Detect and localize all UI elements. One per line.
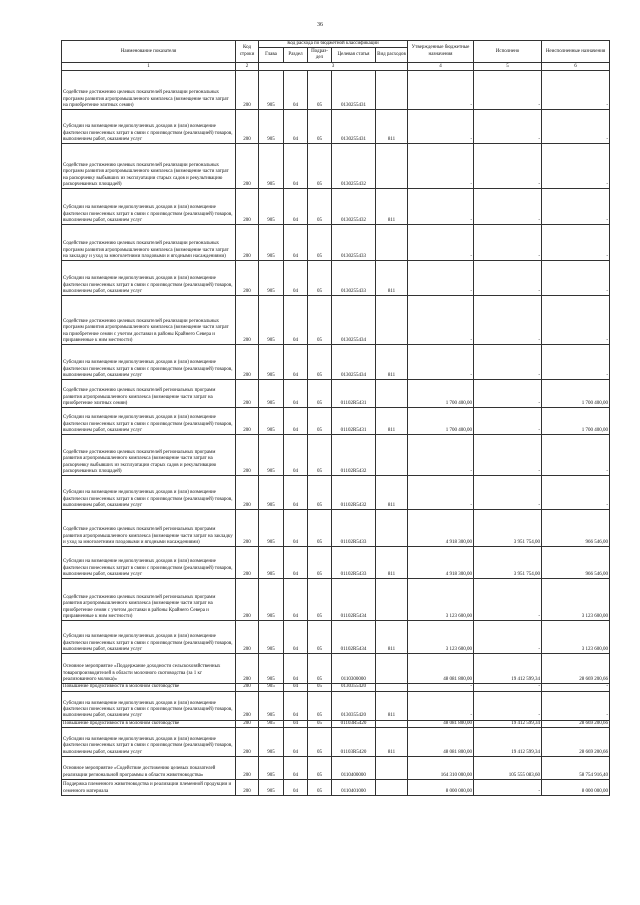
row-unexecuted-amount: - [542,691,610,720]
row-name: Субсидии на возмещение недополученных доходов и (или) возмещение фактически понесенных затрат в связи с производством (реализацией) товаров, выполнением работ, оказанием услуг [62,691,236,720]
row-podrazdel: 05 [308,720,332,727]
row-razdel: 04 [284,579,308,621]
row-podrazdel: 05 [308,780,332,796]
row-approved-amount: - [408,296,474,345]
row-line-code: 200 [236,476,259,510]
row-name: Повышение продуктивности в молочном скотоводстве [62,684,236,691]
row-line-code: 200 [236,684,259,691]
row-name: Повышение продуктивности в молочном скотоводстве [62,720,236,727]
row-name: Основное мероприятие «Содействие достижению целевых показателей реализации региональной программы в области животноводства» [62,757,236,780]
column-number: 4 [408,63,474,71]
row-razdel: 04 [284,691,308,720]
row-glava: 905 [259,225,284,261]
row-target-article: 0110401000 [332,780,376,796]
row-expense-type [376,654,408,684]
row-executed-amount: - [474,684,542,691]
row-podrazdel: 05 [308,345,332,380]
row-line-code: 200 [236,547,259,579]
row-podrazdel: 05 [308,296,332,345]
row-unexecuted-amount: - [542,684,610,691]
row-executed-amount: - [474,579,542,621]
row-podrazdel: 05 [308,684,332,691]
row-executed-amount: 3 951 754,00 [474,547,542,579]
row-target-article: 01102R5432 [332,476,376,510]
row-podrazdel: 05 [308,71,332,110]
row-expense-type: 811 [376,110,408,144]
row-glava: 905 [259,408,284,435]
row-target-article: 0130255434 [332,296,376,345]
row-razdel: 04 [284,757,308,780]
row-target-article: 0130255432 [332,189,376,225]
row-unexecuted-amount: 1 700 400,00 [542,408,610,435]
row-expense-type: 811 [376,261,408,296]
row-expense-type [376,780,408,796]
row-podrazdel: 05 [308,621,332,654]
row-unexecuted-amount: 8 000 000,00 [542,780,610,796]
row-glava: 905 [259,728,284,757]
row-executed-amount: - [474,110,542,144]
row-approved-amount: 48 081 800,00 [408,728,474,757]
row-target-article: 01102R5433 [332,510,376,547]
row-expense-type [376,380,408,408]
header-unexecuted: Неисполненные назначения [542,41,610,63]
row-target-article: 0130255431 [332,71,376,110]
row-razdel: 04 [284,654,308,684]
row-unexecuted-amount: - [542,345,610,380]
row-target-article: 0130255433 [332,225,376,261]
table-row [62,476,610,510]
row-target-article: 0130255431 [332,110,376,144]
row-line-code: 200 [236,296,259,345]
row-approved-amount: 1 700 400,00 [408,380,474,408]
row-podrazdel: 05 [308,144,332,189]
header-target: Целевая статья [332,48,376,63]
row-name: Содействие достижению целевых показателей реализации региональных программ развития агропромышленного комплекса (возмещение части затрат на приобретение семян с учетом доставки в районы Крайнего Севера и приравненные к ним местности) [62,296,236,345]
table-row [62,579,610,621]
row-expense-type: 811 [376,408,408,435]
table-body [62,71,610,796]
row-podrazdel: 05 [308,757,332,780]
row-podrazdel: 05 [308,579,332,621]
row-executed-amount: - [474,380,542,408]
row-unexecuted-amount: - [542,435,610,476]
row-name: Поддержка племенного животноводства и реализации племенной продукции и семенного материала [62,780,236,796]
row-approved-amount: - [408,110,474,144]
row-glava: 905 [259,780,284,796]
row-executed-amount: - [474,144,542,189]
row-line-code: 200 [236,110,259,144]
row-name: Субсидии на возмещение недополученных доходов и (или) возмещение фактически понесенных затрат в связи с производством (реализацией) товаров, выполнением работ, оказанием услуг [62,345,236,380]
row-razdel: 04 [284,225,308,261]
row-unexecuted-amount: 28 669 200,66 [542,654,610,684]
row-glava: 905 [259,110,284,144]
row-unexecuted-amount: 966 546,00 [542,547,610,579]
row-razdel: 04 [284,71,308,110]
header-podrazdel: Подраз-дел [308,48,332,63]
row-glava: 905 [259,380,284,408]
row-glava: 905 [259,261,284,296]
page-number: 36 [317,22,323,28]
row-podrazdel: 05 [308,261,332,296]
row-glava: 905 [259,296,284,345]
row-line-code: 200 [236,780,259,796]
row-name: Субсидии на возмещение недополученных доходов и (или) возмещение фактически понесенных затрат в связи с производством (реализацией) товаров, выполнением работ, оказанием услуг [62,547,236,579]
row-approved-amount: - [408,691,474,720]
row-line-code: 200 [236,380,259,408]
row-expense-type [376,510,408,547]
row-name: Содействие достижению целевых показателей региональных программ развития агропромышленного комплекса (возмещение части затрат на приобретение семян с учетом доставки в районы Крайнего Севера и приравненные к ним местности) [62,579,236,621]
row-approved-amount: - [408,71,474,110]
row-target-article: 01102R5434 [332,579,376,621]
row-glava: 905 [259,435,284,476]
row-expense-type [376,435,408,476]
row-unexecuted-amount: - [542,144,610,189]
row-target-article: 0110400000 [332,757,376,780]
row-name: Субсидии на возмещение недополученных доходов и (или) возмещение фактически понесенных затрат в связи с производством (реализацией) товаров, выполнением работ, оказанием услуг [62,728,236,757]
row-glava: 905 [259,547,284,579]
table-row [62,510,610,547]
row-name: Содействие достижению целевых показателей региональных программ развития агропромышленного комплекса (возмещение части затрат на закладку и уход за многолетними плодовыми и ягодными насаждениями) [62,510,236,547]
row-expense-type [376,296,408,345]
row-podrazdel: 05 [308,189,332,225]
row-target-article: 0130355420 [332,684,376,691]
row-line-code: 200 [236,757,259,780]
table-row [62,189,610,225]
row-approved-amount: 4 918 300,00 [408,547,474,579]
row-approved-amount: 3 123 600,00 [408,579,474,621]
table-row [62,547,610,579]
row-expense-type: 811 [376,189,408,225]
row-line-code: 200 [236,691,259,720]
table-row [62,408,610,435]
row-podrazdel: 05 [308,728,332,757]
table-row [62,144,610,189]
row-podrazdel: 05 [308,654,332,684]
column-number: 5 [474,63,542,71]
row-razdel: 04 [284,621,308,654]
row-line-code: 200 [236,225,259,261]
row-glava: 905 [259,684,284,691]
row-razdel: 04 [284,345,308,380]
row-target-article: 01102R5431 [332,408,376,435]
row-glava: 905 [259,579,284,621]
row-line-code: 200 [236,621,259,654]
row-glava: 905 [259,510,284,547]
header-expense-type: Вид расходов [376,48,408,63]
row-podrazdel: 05 [308,110,332,144]
row-line-code: 200 [236,261,259,296]
row-unexecuted-amount: 3 123 600,00 [542,579,610,621]
row-line-code: 200 [236,579,259,621]
row-expense-type: 811 [376,621,408,654]
row-glava: 905 [259,757,284,780]
column-number: 6 [542,63,610,71]
row-podrazdel: 05 [308,435,332,476]
row-expense-type [376,684,408,691]
header-glava: Глава [259,48,284,63]
row-razdel: 04 [284,189,308,225]
table-header [62,41,610,71]
row-unexecuted-amount: 28 669 200,66 [542,728,610,757]
row-unexecuted-amount: - [542,189,610,225]
row-glava: 905 [259,476,284,510]
row-razdel: 04 [284,510,308,547]
row-razdel: 04 [284,720,308,727]
row-name: Содействие достижению целевых показателей региональных программ развития агропромышленного комплекса (возмещение части затрат на приобретение элитных семян) [62,380,236,408]
row-name: Содействие достижению целевых показателей реализации региональных программ развития агропромышленного комплекса (возмещение части затрат на раскорчевку выбывших из эксплуатации старых садов и рекультивацию раскорчеванных площадей) [62,144,236,189]
table-row [62,345,610,380]
table-row [62,654,610,684]
row-podrazdel: 05 [308,510,332,547]
row-executed-amount: - [474,261,542,296]
row-target-article: 01102R5434 [332,621,376,654]
table-row [62,757,610,780]
row-executed-amount: 19 412 599,34 [474,654,542,684]
row-approved-amount: - [408,476,474,510]
row-expense-type: 811 [376,728,408,757]
row-target-article: 0130255434 [332,345,376,380]
header-razdel: Раздел [284,48,308,63]
column-number-row [62,63,610,71]
row-executed-amount: - [474,189,542,225]
column-number: 2 [236,63,259,71]
row-name: Субсидии на возмещение недополученных доходов и (или) возмещение фактически понесенных затрат в связи с производством (реализацией) товаров, выполнением работ, оказанием услуг [62,189,236,225]
row-name: Субсидии на возмещение недополученных доходов и (или) возмещение фактически понесенных затрат в связи с производством (реализацией) товаров, выполнением работ, оказанием услуг [62,110,236,144]
row-razdel: 04 [284,144,308,189]
row-expense-type: 811 [376,476,408,510]
row-name: Субсидии на возмещение недополученных доходов и (или) возмещение фактически понесенных затрат в связи с производством (реализацией) товаров, выполнением работ, оказанием услуг [62,621,236,654]
row-name: Содействие достижению целевых показателей реализации региональных программ развития агропромышленного комплекса (возмещение части затрат на приобретение элитных семян) [62,71,236,110]
row-unexecuted-amount: - [542,261,610,296]
row-podrazdel: 05 [308,225,332,261]
row-approved-amount: 48 081 800,00 [408,720,474,727]
header-line-code: Код строки [236,41,259,63]
column-number: 3 [259,63,408,71]
table-row [62,71,610,110]
row-podrazdel: 05 [308,691,332,720]
row-line-code: 200 [236,728,259,757]
row-target-article: 0110300000 [332,654,376,684]
row-approved-amount: - [408,189,474,225]
row-line-code: 200 [236,408,259,435]
row-approved-amount: - [408,261,474,296]
row-name: Субсидии на возмещение недополученных доходов и (или) возмещение фактически понесенных затрат в связи с производством (реализацией) товаров, выполнением работ, оказанием услуг [62,408,236,435]
row-unexecuted-amount: - [542,71,610,110]
row-podrazdel: 05 [308,547,332,579]
row-executed-amount: 19 412 599,34 [474,720,542,727]
row-glava: 905 [259,654,284,684]
header-name: Наименование показателя [62,41,236,63]
row-unexecuted-amount: - [542,296,610,345]
column-number: 1 [62,63,236,71]
row-razdel: 04 [284,547,308,579]
row-expense-type [376,720,408,727]
row-line-code: 200 [236,654,259,684]
row-podrazdel: 05 [308,408,332,435]
row-approved-amount: 4 918 300,00 [408,510,474,547]
table-row [62,780,610,796]
row-executed-amount: - [474,621,542,654]
row-razdel: 04 [284,408,308,435]
row-razdel: 04 [284,110,308,144]
row-target-article: 01103R5420 [332,728,376,757]
row-executed-amount: - [474,345,542,380]
row-executed-amount: - [474,408,542,435]
row-name: Субсидии на возмещение недополученных доходов и (или) возмещение фактически понесенных затрат в связи с производством (реализацией) товаров, выполнением работ, оказанием услуг [62,476,236,510]
row-line-code: 200 [236,510,259,547]
row-target-article: 01102R5432 [332,435,376,476]
budget-execution-table [61,40,610,796]
row-executed-amount: 19 412 599,34 [474,728,542,757]
row-razdel: 04 [284,380,308,408]
row-executed-amount: - [474,296,542,345]
table-row [62,720,610,727]
row-expense-type [376,71,408,110]
row-razdel: 04 [284,728,308,757]
row-executed-amount: 3 951 754,00 [474,510,542,547]
row-razdel: 04 [284,296,308,345]
row-line-code: 200 [236,435,259,476]
row-razdel: 04 [284,435,308,476]
row-unexecuted-amount: 1 700 400,00 [542,380,610,408]
row-expense-type [376,579,408,621]
row-executed-amount: - [474,435,542,476]
row-unexecuted-amount: - [542,110,610,144]
row-glava: 905 [259,189,284,225]
row-unexecuted-amount: 28 669 200,66 [542,720,610,727]
row-approved-amount: 164 310 000,00 [408,757,474,780]
row-line-code: 200 [236,144,259,189]
row-glava: 905 [259,345,284,380]
row-unexecuted-amount: 966 546,00 [542,510,610,547]
row-line-code: 200 [236,720,259,727]
row-razdel: 04 [284,261,308,296]
row-glava: 905 [259,691,284,720]
row-unexecuted-amount: 58 754 916,40 [542,757,610,780]
row-unexecuted-amount: - [542,476,610,510]
row-name: Субсидии на возмещение недополученных доходов и (или) возмещение фактически понесенных затрат в связи с производством (реализацией) товаров, выполнением работ, оказанием услуг [62,261,236,296]
row-expense-type: 811 [376,345,408,380]
row-glava: 905 [259,720,284,727]
row-name: Основное мероприятие «Поддержание доходности сельскохозяйственных товаропроизводителей в области молочного скотоводства (за 1 кг реализованного молока)» [62,654,236,684]
row-target-article: 0130355420 [332,691,376,720]
row-razdel: 04 [284,780,308,796]
table-row [62,261,610,296]
row-approved-amount: - [408,225,474,261]
row-target-article: 01102R5431 [332,380,376,408]
row-name: Содействие достижению целевых показателей региональных программ развития агропромышленного комплекса (возмещение части затрат на раскорчевку выбывших из эксплуатации старых садов и рекультивацию раскорчеванных площадей) [62,435,236,476]
table-row [62,728,610,757]
row-expense-type: 811 [376,547,408,579]
row-executed-amount: 105 555 083,60 [474,757,542,780]
row-glava: 905 [259,71,284,110]
row-unexecuted-amount: - [542,225,610,261]
row-target-article: 01103R5420 [332,720,376,727]
row-approved-amount: - [408,435,474,476]
header-approved: Утвержденные бюджетные назначения [408,41,474,63]
header-executed: Исполнено [474,41,542,63]
table-row [62,435,610,476]
row-approved-amount: 1 700 400,00 [408,408,474,435]
row-razdel: 04 [284,684,308,691]
row-glava: 905 [259,144,284,189]
row-glava: 905 [259,621,284,654]
row-expense-type [376,144,408,189]
row-unexecuted-amount: 3 123 600,00 [542,621,610,654]
table-row [62,380,610,408]
row-approved-amount: 3 123 600,00 [408,621,474,654]
row-podrazdel: 05 [308,476,332,510]
table-row [62,684,610,691]
row-target-article: 01102R5433 [332,547,376,579]
row-razdel: 04 [284,476,308,510]
row-executed-amount: - [474,691,542,720]
row-approved-amount: 48 081 800,00 [408,654,474,684]
row-line-code: 200 [236,71,259,110]
table-row [62,225,610,261]
row-line-code: 200 [236,189,259,225]
row-expense-type [376,757,408,780]
row-approved-amount: 8 000 000,00 [408,780,474,796]
row-expense-type: 811 [376,691,408,720]
row-podrazdel: 05 [308,380,332,408]
row-approved-amount: - [408,345,474,380]
row-name: Содействие достижению целевых показателей реализации региональных программ развития агропромышленного комплекса (возмещение части затрат на закладку и уход за многолетними плодовыми и ягодными насаждениями) [62,225,236,261]
table-row [62,621,610,654]
row-executed-amount: - [474,476,542,510]
row-executed-amount: - [474,71,542,110]
row-approved-amount: - [408,144,474,189]
table-row [62,296,610,345]
table-row [62,110,610,144]
row-executed-amount: - [474,780,542,796]
row-line-code: 200 [236,345,259,380]
row-target-article: 0130255433 [332,261,376,296]
table-row [62,691,610,720]
row-target-article: 0130255432 [332,144,376,189]
row-approved-amount: - [408,684,474,691]
row-expense-type [376,225,408,261]
row-executed-amount: - [474,225,542,261]
header-budget-classification: Код расхода по бюджетной классификации [259,41,408,48]
